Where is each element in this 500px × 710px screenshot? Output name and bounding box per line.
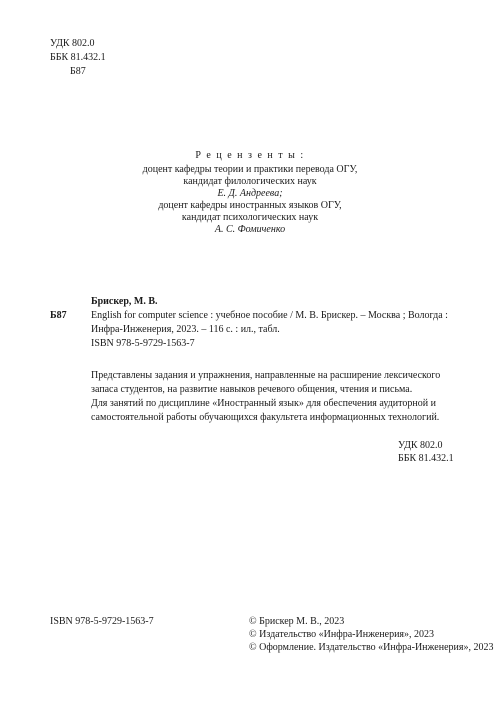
udk-code-right: УДК 802.0 [398,440,443,451]
abstract-p2-line1: Для занятий по дисциплине «Иностранный язык» для обеспечения аудиторной и [91,398,436,409]
abstract-p1-line1: Представлены задания и упражнения, направленные на расширение лексического [91,370,441,381]
catalog-author: Брискер, М. В. [91,296,158,307]
copyright-author: © Брискер М. В., 2023 [249,616,345,627]
udk-code: УДК 802.0 [50,38,95,49]
abstract-p2-line2: самостоятельной работы обучающихся факультета информационных технологий. [91,412,440,423]
bbk-code: ББК 81.432.1 [50,52,106,63]
footer-isbn: ISBN 978-5-9729-1563-7 [50,616,154,627]
reviewer-1-name: Е. Д. Андреева; [217,188,283,199]
author-mark: Б87 [70,66,86,77]
copyright-design: © Оформление. Издательство «Инфра-Инженерия», 2023 [249,642,494,653]
abstract-p1-line2: запаса студентов, на развитие навыков речевого общения, чтения и письма. [91,384,413,395]
reviewers-heading: Р е ц е н з е н т ы : [195,150,305,161]
reviewer-2-name: А. С. Фомиченко [214,224,286,235]
catalog-code: Б87 [50,310,67,321]
catalog-isbn: ISBN 978-5-9729-1563-7 [91,338,195,349]
reviewer-1-position: доцент кафедры теории и практики перевода ОГУ, [142,164,358,175]
reviewer-1-degree: кандидат филологических наук [183,176,317,187]
catalog-publisher-line: Инфра-Инженерия, 2023. – 116 с. : ил., табл. [91,324,280,335]
catalog-title-line: English for computer science : учебное пособие / М. В. Брискер. – Москва ; Вологда : [91,310,448,321]
reviewer-2-degree: кандидат психологических наук [181,212,319,223]
reviewer-2-position: доцент кафедры иностранных языков ОГУ, [158,200,342,211]
copyright-publisher: © Издательство «Инфра-Инженерия», 2023 [249,629,435,640]
bbk-code-right: ББК 81.432.1 [398,453,454,464]
